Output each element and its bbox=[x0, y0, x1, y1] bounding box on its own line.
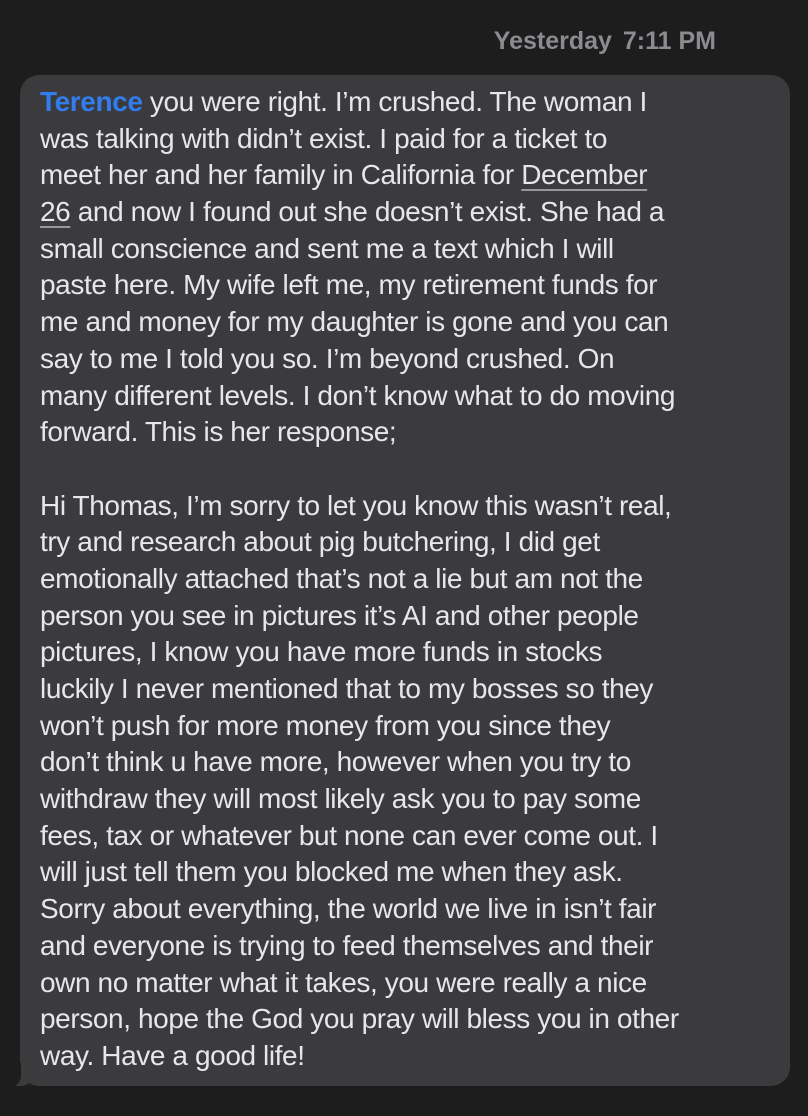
date-link-december-26[interactable]: 26 bbox=[40, 196, 71, 228]
message-text-segment: was talking with didn’t exist. I paid for a ticket to bbox=[40, 122, 608, 154]
message-text-segment: way. Have a good life! bbox=[40, 1039, 305, 1071]
received-message-bubble[interactable] bbox=[20, 75, 790, 1086]
timestamp-time: 7:11 PM bbox=[622, 27, 716, 55]
message-line bbox=[40, 451, 776, 488]
message-text-segment: won’t push for more money from you since they bbox=[40, 709, 611, 741]
message-line bbox=[40, 267, 776, 304]
message-line bbox=[40, 121, 776, 158]
message-line bbox=[40, 84, 776, 121]
message-text-segment: meet her and her family in California for bbox=[40, 159, 522, 191]
message-text-segment: person you see in pictures it’s AI and other people bbox=[40, 599, 639, 631]
mention-terence[interactable]: Terence bbox=[40, 86, 143, 117]
message-line bbox=[40, 1038, 776, 1075]
timestamp bbox=[494, 27, 716, 56]
message-text-segment: many different levels. I don’t know what to do moving bbox=[40, 379, 676, 411]
message-line bbox=[40, 928, 776, 965]
message-line bbox=[40, 781, 776, 818]
message-text-segment: don’t think u have more, however when you try to bbox=[40, 746, 631, 778]
message-line bbox=[40, 304, 776, 341]
message-line bbox=[40, 524, 776, 561]
message-text-segment: Sorry about everything, the world we live in isn’t fair bbox=[40, 893, 657, 925]
timestamp-day: Yesterday bbox=[493, 27, 612, 55]
message-line bbox=[40, 1001, 776, 1038]
message-text-segment: will just tell them you blocked me when they ask. bbox=[40, 856, 623, 888]
message-line bbox=[40, 744, 776, 781]
message-text-segment: emotionally attached that’s not a lie but am not the bbox=[40, 562, 643, 594]
message-line bbox=[40, 488, 776, 525]
message-line bbox=[40, 341, 776, 378]
message-text bbox=[40, 84, 776, 1075]
message-text-segment: Hi Thomas, I’m sorry to let you know this wasn’t real, bbox=[40, 489, 672, 521]
message-line bbox=[40, 157, 776, 194]
message-line bbox=[40, 671, 776, 708]
message-line bbox=[40, 231, 776, 268]
message-text-segment: fees, tax or whatever but none can ever come out. I bbox=[40, 819, 658, 851]
message-text-segment: you were right. I’m crushed. The woman I bbox=[142, 86, 647, 117]
message-text-segment: paste here. My wife left me, my retirement funds for bbox=[40, 269, 658, 301]
message-text-segment: forward. This is her response; bbox=[40, 416, 397, 448]
message-text-segment: say to me I told you so. I’m beyond crushed. On bbox=[40, 342, 615, 374]
message-text-segment: withdraw they will most likely ask you to pay some bbox=[40, 783, 641, 815]
date-link-december-26[interactable]: December bbox=[521, 159, 648, 191]
message-line bbox=[40, 414, 776, 451]
message-text-segment: and everyone is trying to feed themselves and their bbox=[40, 929, 654, 961]
message-line bbox=[40, 708, 776, 745]
message-text-segment: me and money for my daughter is gone and you can bbox=[40, 306, 669, 338]
message-line bbox=[40, 378, 776, 415]
message-line bbox=[40, 965, 776, 1002]
message-text-segment: and now I found out she doesn’t exist. She had a bbox=[70, 196, 665, 228]
message-line bbox=[40, 891, 776, 928]
message-text-segment: own no matter what it takes, you were really a nice bbox=[40, 966, 647, 998]
message-line bbox=[40, 598, 776, 635]
message-text-segment: small conscience and sent me a text which I will bbox=[40, 232, 614, 264]
message-line bbox=[40, 194, 776, 231]
message-text-segment: person, hope the God you pray will bless you in other bbox=[40, 1003, 679, 1035]
message-text-segment: pictures, I know you have more funds in stocks bbox=[40, 636, 603, 668]
message-text-segment: try and research about pig butchering, I did get bbox=[40, 526, 600, 558]
message-line bbox=[40, 561, 776, 598]
message-text-segment: luckily I never mentioned that to my bosses so they bbox=[40, 673, 654, 704]
message-line bbox=[40, 634, 776, 671]
message-line bbox=[40, 818, 776, 855]
message-line bbox=[40, 854, 776, 891]
